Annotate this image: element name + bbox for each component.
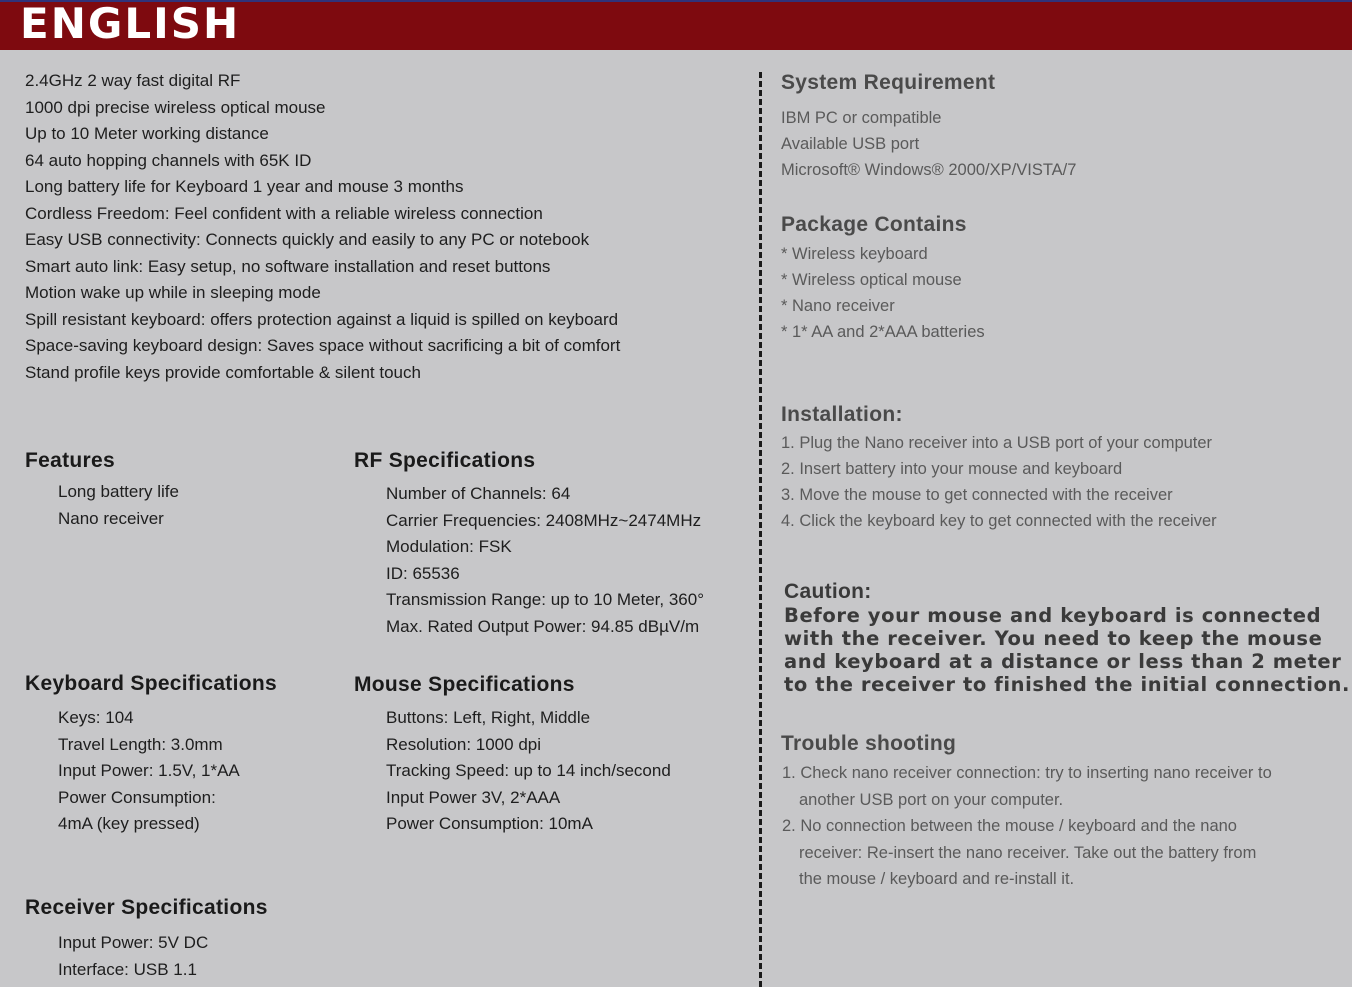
list-item: 64 auto hopping channels with 65K ID: [25, 150, 312, 170]
list-item: Resolution: 1000 dpi: [386, 734, 542, 754]
trouble-line: 2. No connection between the mouse / keyboard and the nano: [782, 817, 1237, 835]
list-item: Input Power: 1.5V, 1*AA: [58, 761, 240, 780]
list-item: Interface: USB 1.1: [58, 959, 197, 979]
features-heading: Features: [25, 449, 115, 472]
list-item: 3. Move the mouse to get connected with the receiver: [781, 486, 1173, 504]
list-item: Long battery life: [58, 482, 179, 501]
header-banner: [0, 0, 1352, 50]
list-item: Motion wake up while in sleeping mode: [25, 283, 321, 302]
list-item: Stand profile keys provide comfortable & silent touch: [25, 362, 421, 382]
list-item: Keys: 104: [58, 708, 134, 727]
trouble-line: 1. Check nano receiver connection: try to inserting nano receiver to: [782, 764, 1272, 782]
caution-line: and keyboard at a distance or less than 2 meter: [784, 650, 1342, 673]
list-item: Modulation: FSK: [386, 537, 512, 556]
installation-heading: Installation:: [781, 403, 903, 426]
list-item: Transmission Range: up to 10 Meter, 360°: [386, 590, 705, 609]
system-requirement-list: [781, 105, 1076, 183]
feature-highlights-list: [25, 68, 620, 386]
mouse-specs-list: [386, 705, 671, 838]
caution-line: to the receiver to finished the initial connection.: [784, 673, 1350, 696]
list-item: Buttons: Left, Right, Middle: [386, 708, 591, 727]
list-item: [782, 760, 1272, 813]
rf-specs-list: [386, 481, 704, 640]
list-item: 1. Plug the Nano receiver into a USB port of your computer: [781, 434, 1213, 452]
list-item: Number of Channels: 64: [386, 484, 571, 503]
caution-text: [784, 604, 1350, 696]
list-item: 1000 dpi precise wireless optical mouse: [25, 97, 326, 117]
trouble-line: the mouse / keyboard and re-install it.: [799, 870, 1075, 888]
list-item: Power Consumption:: [58, 787, 216, 807]
list-item: Spill resistant keyboard: offers protection against a liquid is spilled on keyboard: [25, 309, 619, 329]
trouble-line: another USB port on your computer.: [799, 790, 1064, 809]
list-item: Easy USB connectivity: Connects quickly and easily to any PC or notebook: [25, 230, 590, 249]
list-item: Input Power: 5V DC: [58, 933, 209, 952]
features-list: [58, 479, 179, 532]
list-item: 4mA (key pressed): [58, 814, 200, 833]
list-item: Carrier Frequencies: 2408MHz~2474MHz: [386, 510, 702, 530]
list-item: * Wireless optical mouse: [781, 271, 962, 289]
list-item: 2. Insert battery into your mouse and keyboard: [781, 460, 1123, 478]
caution-line: with the receiver. You need to keep the mouse: [784, 627, 1323, 650]
trouble-line: receiver: Re-insert the nano receiver. Take out the battery from: [799, 843, 1257, 862]
list-item: * Nano receiver: [781, 297, 895, 315]
caution-heading: Caution:: [784, 580, 872, 603]
page-title: ENGLISH: [20, 0, 241, 48]
list-item: Max. Rated Output Power: 94.85 dBµV/m: [386, 616, 700, 636]
system-requirement-heading: System Requirement: [781, 71, 996, 94]
list-item: Space-saving keyboard design: Saves space without sacrificing a bit of comfort: [25, 336, 621, 355]
mouse-specs-heading: Mouse Specifications: [354, 673, 575, 696]
receiver-specs-heading: Receiver Specifications: [25, 896, 268, 919]
column-divider: [759, 72, 762, 987]
list-item: 4. Click the keyboard key to get connected with the receiver: [781, 512, 1217, 530]
installation-steps-list: [781, 430, 1217, 534]
list-item: Long battery life for Keyboard 1 year and mouse 3 months: [25, 177, 464, 196]
trouble-shooting-list: [782, 760, 1272, 893]
list-item: Microsoft® Windows® 2000/XP/VISTA/7: [781, 161, 1077, 179]
package-contains-list: [781, 241, 985, 345]
list-item: [782, 813, 1272, 893]
caution-line: Before your mouse and keyboard is connected: [784, 604, 1322, 627]
list-item: Smart auto link: Easy setup, no software installation and reset buttons: [25, 256, 551, 276]
list-item: Tracking Speed: up to 14 inch/second: [386, 761, 671, 780]
list-item: Input Power 3V, 2*AAA: [386, 787, 561, 807]
list-item: * 1* AA and 2*AAA batteries: [781, 323, 985, 341]
list-item: Nano receiver: [58, 508, 164, 528]
keyboard-specs-list: [58, 705, 240, 838]
receiver-specs-list: [58, 930, 208, 983]
list-item: * Wireless keyboard: [781, 245, 928, 263]
list-item: Travel Length: 3.0mm: [58, 734, 223, 754]
rf-specs-heading: RF Specifications: [354, 449, 536, 472]
keyboard-specs-heading: Keyboard Specifications: [25, 672, 277, 695]
trouble-shooting-heading: Trouble shooting: [781, 732, 957, 755]
list-item: IBM PC or compatible: [781, 109, 942, 127]
package-contains-heading: Package Contains: [781, 213, 967, 236]
list-item: Available USB port: [781, 135, 920, 153]
list-item: Cordless Freedom: Feel confident with a reliable wireless connection: [25, 203, 543, 223]
list-item: ID: 65536: [386, 563, 460, 583]
list-item: 2.4GHz 2 way fast digital RF: [25, 71, 241, 90]
list-item: Up to 10 Meter working distance: [25, 124, 269, 143]
list-item: Power Consumption: 10mA: [386, 814, 593, 833]
